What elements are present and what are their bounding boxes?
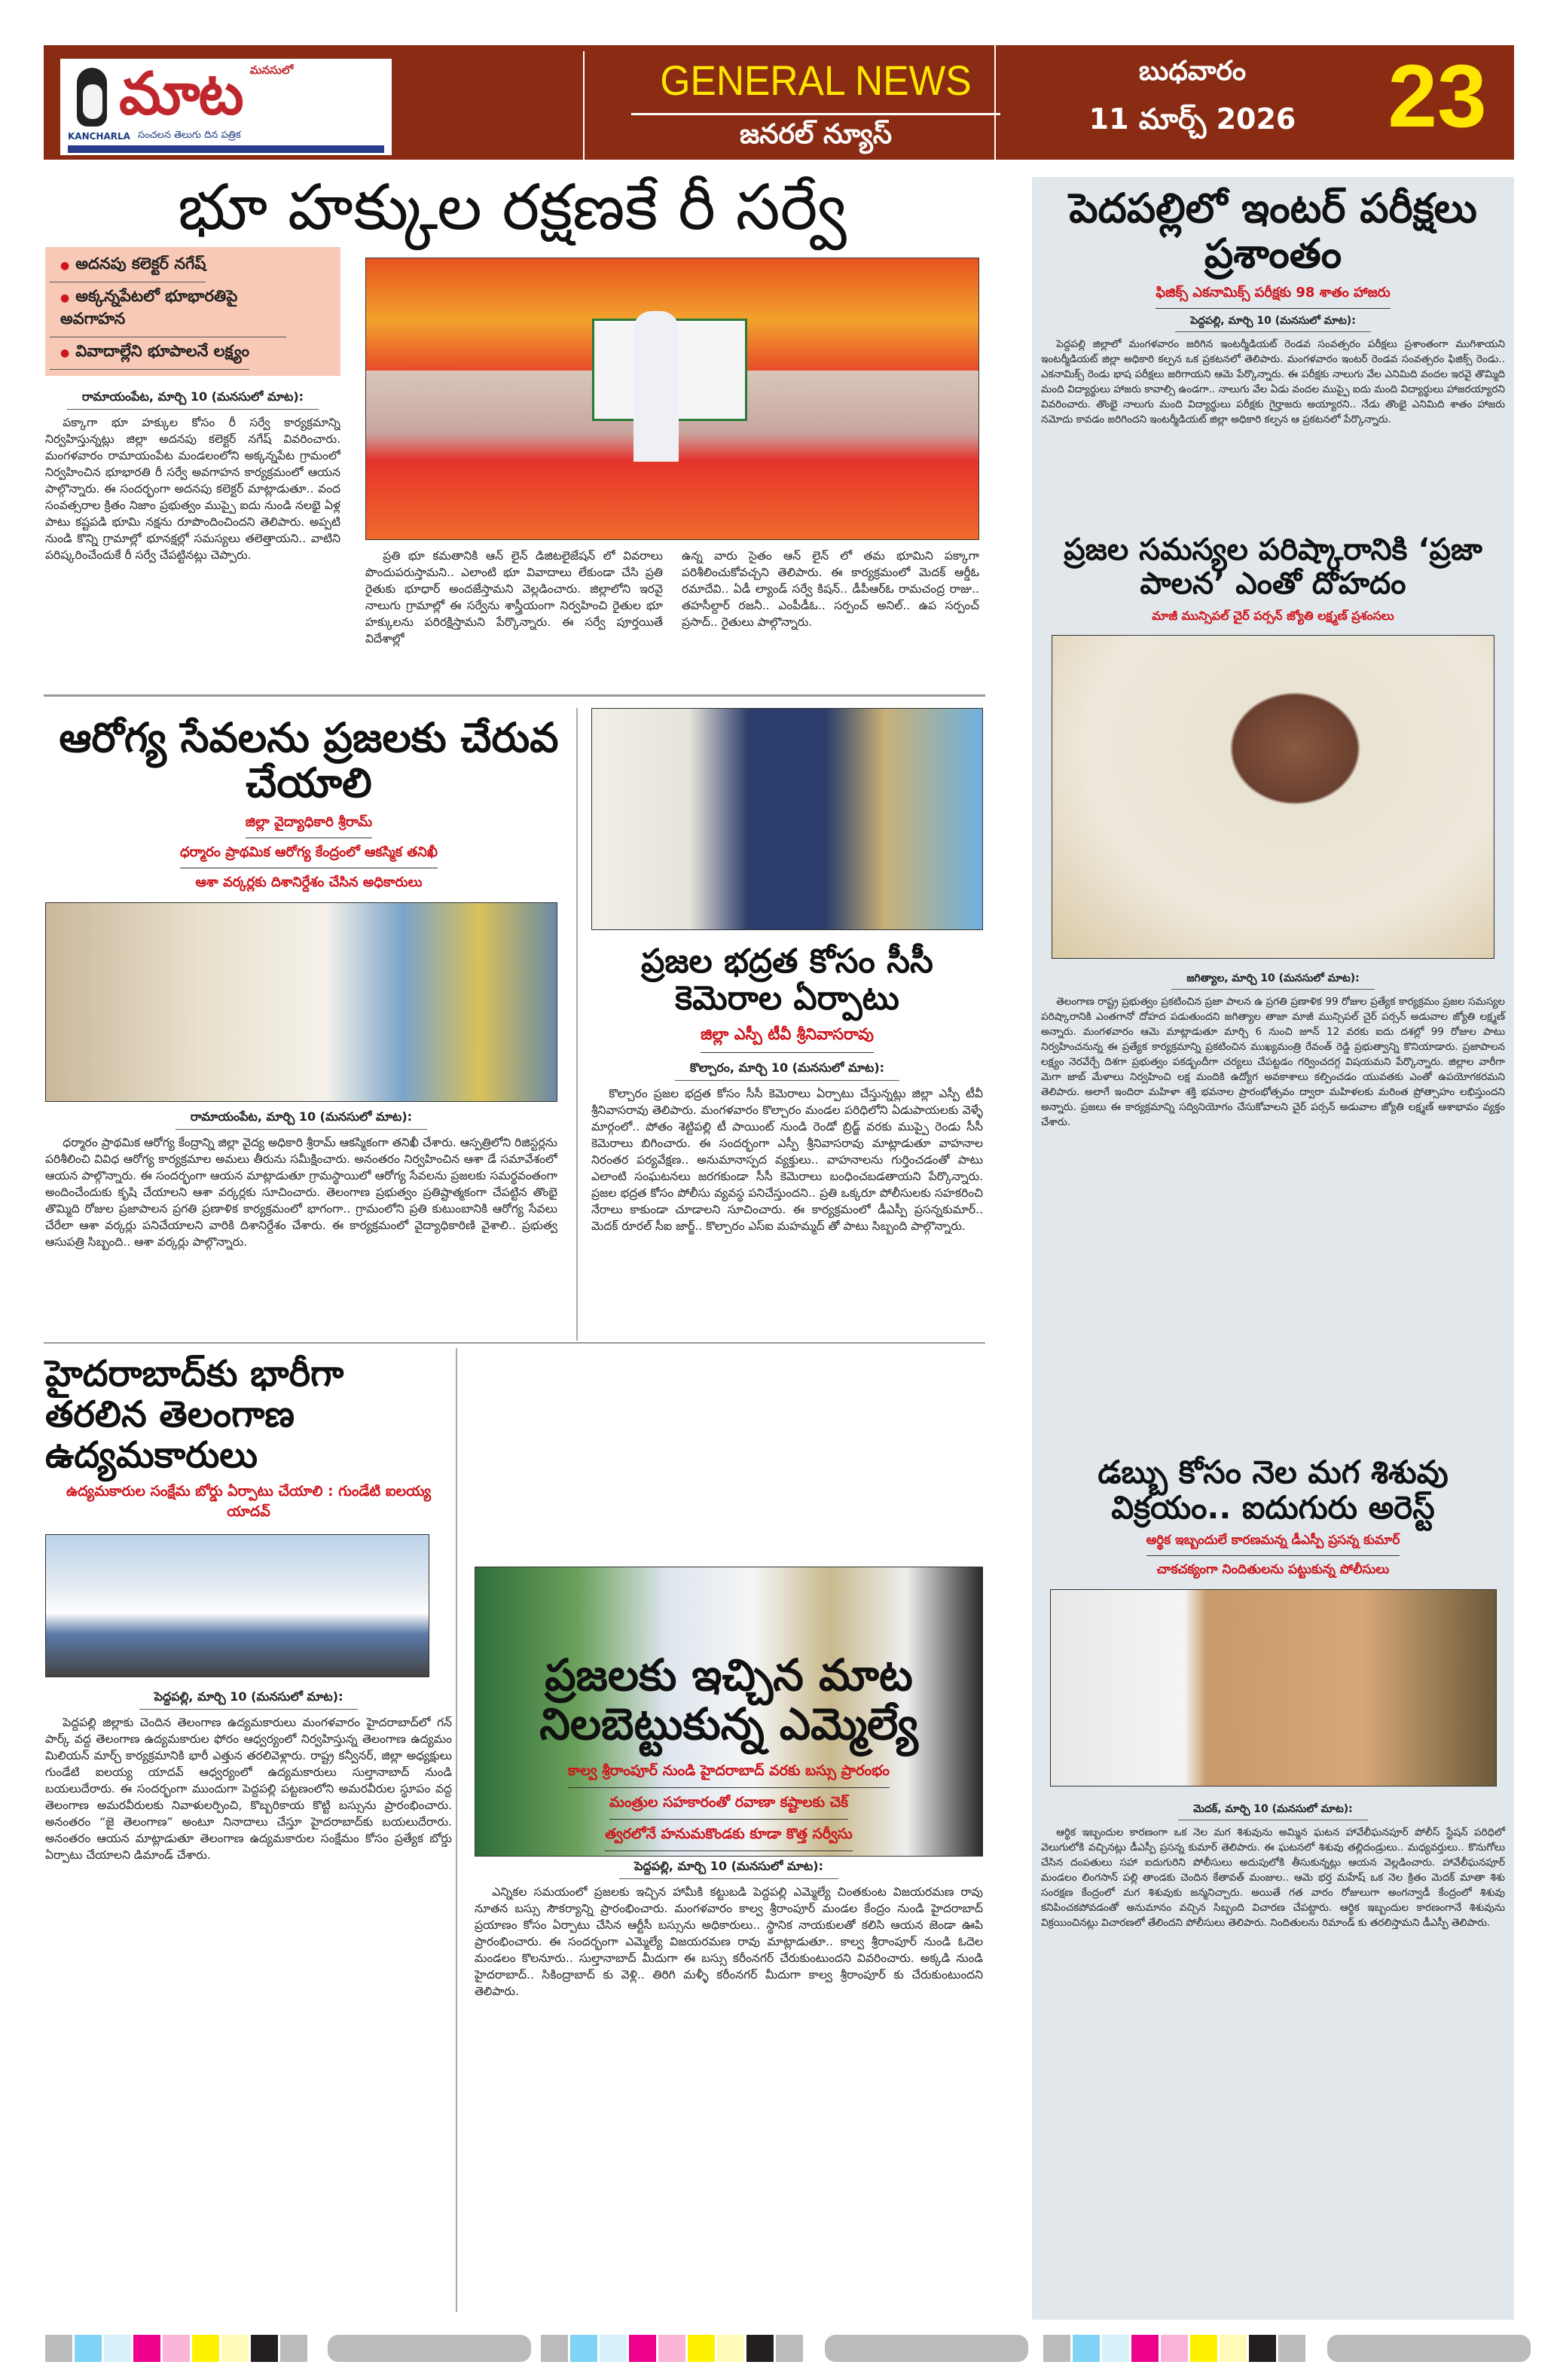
praja-palana-subhead: మాజీ మున్సిపల్ చైర్ పర్సన్ జ్యోతి లక్ష్మణ్ ప్రశంసలు	[1152, 608, 1394, 623]
speaker	[633, 311, 679, 462]
baby-sale-dateline: మెదక్, మార్చి 10 (మనసులో మాట):	[1040, 1803, 1507, 1820]
column-divider	[576, 708, 578, 1341]
lead-dateline: రామాయంపేట, మార్చి 10 (మనసులో మాట):	[45, 389, 340, 410]
section-title-en: GENERAL NEWS	[660, 56, 972, 104]
founder-portrait	[77, 68, 107, 127]
praja-palana-dateline: జగిత్యాల, మార్చి 10 (మనసులో మాట):	[1040, 972, 1507, 990]
activists-photo	[45, 1534, 429, 1677]
section-divider	[44, 694, 985, 697]
page-number: 23	[1388, 47, 1487, 146]
exams-dateline: పెద్దపల్లి, మార్చి 10 (మనసులో మాట):	[1040, 315, 1507, 332]
bullet-item: ● వివాదాల్లేని భూపాలనే లక్ష్యం	[50, 337, 249, 370]
logo-brand: KANCHARLA	[68, 131, 130, 142]
lead-right-column	[365, 247, 979, 690]
issue-date: 11 మార్చ్ 2026	[1088, 102, 1296, 136]
logo-tag-row	[68, 130, 388, 143]
bus-subheads: కాల్వ శ్రీరాంపూర్ నుండి హైదరాబాద్ వరకు బస్సు ప్రారంభం మంత్రుల సహకారంతో రవాణా కష్టాలకు చెక్ త్వరలోనే హనుమకొండకు కూడా కొత్త సర్వీసు	[475, 1762, 983, 1857]
baby-sale-body: ఆర్థిక ఇబ్బందుల కారణంగా ఒక నెల మగ శిశువును అమ్మిన ఘటన హావేలీఘనపూర్ పోలీస్ స్టేషన్ పరిధిలో వెలుగులోకి వచ్చినట్లు డీఎస్పీ ప్రసన్న కుమార్ తెలిపారు. ఈ ఘటనలో శిశువు తల్లిదండ్రులు.. మధ్యవర్తులు.. కొనుగోలు చేసిన దంపతులు సహా ఐదుగురిని పోలీసులు అదుపులోకి తీసుకున్నట్లు ఆయన వెల్లడించారు. హావేలీఘనపూర్ మండలం లింగసాన్ పల్లి తాండకు చెందిన కేతావత్ మంజుల.. ఆమె భర్త మహేష్ ఒక నెల క్రితం మెదక్ మాతా శిశు సంరక్షణ కేంద్రంలో మగ శిశువుకు జన్మనిచ్చారు. అయితే గత వారం రోజులుగా అంగన్వాడీ కేంద్రంలో శిశువు కనిపించకపోవడంతో అనుమానం వచ్చిన సిబ్బంది విచారణ చేపట్టారు. ఆర్థిక ఇబ్బందుల కారణంగానే శిశువును విక్రయించినట్లు విచారణలో తేలిందని పోలీసులు తెలిపారు. నిందితులను రిమాండ్ కు తరలిస్తామని డీఎస్పీ తెలిపారు.	[1041, 1826, 1505, 1929]
baby-sale-subheads: ఆర్థిక ఇబ్బందులే కారణమన్న డీఎస్పీ ప్రసన్న కుమార్ చాకచక్యంగా నిందితులను పట్టుకున్న పోలీసులు	[1146, 1532, 1400, 1577]
section-divider	[44, 1342, 985, 1344]
lead-left-column	[45, 247, 340, 690]
bus-body: ఎన్నికల సమయంలో ప్రజలకు ఇచ్చిన హామీకి కట్టుబడి పెద్దపల్లి ఎమ్మెల్యే చింతకుంట విజయరమణ రావు నూతన బస్సు సౌకర్యాన్ని ప్రారంభించారు. మంగళవారం కాల్వ శ్రీరాంపూర్ మండల కేంద్రం నుండి హైదరాబాద్ ప్రయాణం కోసం ఏర్పాటు చేసిన ఆర్టీసీ బస్సును అధికారులు.. స్థానిక నాయకులతో కలిసి ఆయన జెండా ఊపి ప్రారంభించారు. ఈ సందర్భంగా ఎమ్మెల్యే విజయరమణ రావు మాట్లాడుతూ.. కాల్వ శ్రీరాంపూర్ నుండి ఓదెల మండలం కొలనూరు.. సుల్తానాబాద్ మీదుగా ఈ బస్సు కరీంనగర్ చేరుకుంటుందని వివరించారు. అక్కడి నుండి హైదరాబాద్.. సికింద్రాబాద్ కు వెళ్లి.. తిరిగి మళ్ళీ కరీంనగర్ మీదుగా కాల్వ శ్రీరాంపూర్ కు చేరుకుంటుందని తెలిపారు.	[475, 1884, 983, 1998]
column-divider	[456, 1348, 457, 2312]
lead-lower-columns	[365, 548, 979, 690]
divider	[583, 51, 585, 160]
activists-dateline: పెద్దపల్లి, మార్చి 10 (మనసులో మాట):	[45, 1689, 452, 1710]
logo-title-row	[119, 59, 386, 130]
activists-body: పెద్దపల్లి జిల్లాకు చెందిన తెలంగాణ ఉద్యమకారులు మంగళవారం హైదరాబాద్‌లో గన్ పార్క్ వద్ద తెలంగాణ ఉద్యమకారుల ఫోరం ఆధ్వర్యంలో నిర్వహిస్తున్న తెలంగాణ ఉద్యమం మిలియన్ మార్చ్ కార్యక్రమానికి భారీ ఎత్తున తరలివెళ్లారు. రాష్ట్ర కన్వీనర్, జిల్లా అధ్యక్షులు గుండేటి ఐలయ్య యాదవ్ ఆధ్వర్యంలో ఉద్యమకారులు సుల్తానాబాద్ నుండి బయలుదేరారు. ఈ సందర్భంగా ముందుగా పెద్దపల్లి పట్టణంలోని అమరవీరుల స్థూపం వద్ద తెలంగాణ అమరవీరులకు నివాళులర్పించి, కొబ్బరికాయ కొట్టి బస్సును ప్రారంభించారు. అనంతరం “జై తెలంగాణ” అంటూ నినాదాలు చేస్తూ హైదరాబాద్‌కు బయలుదేరారు. అనంతరం ఆయన మాట్లాడుతూ తెలంగాణ ఉద్యమకారుల సంక్షేమం కోసం ప్రత్యేక బోర్డు ఏర్పాటు చేయాలని డిమాండ్ చేశారు.	[45, 1716, 452, 1863]
color-registration-bar	[541, 2335, 803, 2362]
cctv-story	[591, 943, 983, 1336]
praja-palana-headline: ప్రజల సమస్యల పరిష్కారానికి ‘ప్రజా పాలన’ ఎంతో దోహదం	[1064, 532, 1482, 601]
bus-headline: ప్రజలకు ఇచ్చిన మాట నిలబెట్టుకున్న ఎమ్మెల్యే	[539, 1649, 918, 1750]
color-registration-pill	[1327, 2335, 1531, 2362]
lead-headline: భూ హక్కుల రక్షణకే రీ సర్వే	[178, 170, 847, 244]
color-registration-bar	[1043, 2335, 1305, 2362]
activists-subhead: ఉద్యమకారుల సంక్షేమ బోర్డు ఏర్పాటు చేయాలి : గుండేటి ఐలయ్య యాదవ్	[66, 1483, 432, 1521]
exams-subhead: ఫిజిక్స్ ఎకనామిక్స్ పరీక్షకు 98 శాతం హాజరు	[1040, 285, 1507, 315]
lead-bullets	[45, 247, 340, 376]
health-headline: ఆరోగ్య సేవలను ప్రజలకు చేరువ చేయాలి	[59, 714, 559, 807]
cctv-photo	[591, 708, 983, 930]
lead-content	[45, 247, 979, 690]
cctv-body: కొల్చారం ప్రజల భద్రత కోసం సీసీ కెమెరాలు ఏర్పాటు చేస్తున్నట్లు జిల్లా ఎస్పీ టీవీ శ్రీనివాసరావు తెలిపారు. మంగళవారం కొల్చారం మండల పరిధిలోని ఏడుపాయలకు వెళ్ళే మార్గంలో.. పోతం శెట్టిపల్లి టీ పాయింట్ నుండి రెండో బ్రిడ్జ్ వరకు ముప్పై రెండు సీసీ కెమెరాలు బిగించారు. ఈ సందర్భంగా ఎస్పీ శ్రీనివాసరావు మాట్లాడుతూ వాహనాల నిరంతర పర్యవేక్షణ.. అనుమానాస్పద వ్యక్తులు.. వాహనాలను గుర్తించడంతో పాటు ఎలాంటి సంఘటనలు జరగకుండా సీసీ కెమెరాలు బంధించబడతాయని పేర్కొన్నారు. ప్రజల భద్రత కోసం పోలీసు వ్యవస్థ పనిచేస్తుందని.. ప్రతి ఒక్కరూ పోలీసులకు సహకరించి నేరాలు కాకుండా చూడాలని సూచించారు. ఈ కార్యక్రమంలో డీఎస్పీ ప్రసన్నకుమార్.. మెదక్ రూరల్ సీఐ జార్జ్.. కొల్చారం ఎస్ఐ మహమ్మద్ తో పాటు సిబ్బంది పాల్గొన్నారు.	[591, 1086, 983, 1233]
exams-headline: పెదపల్లిలో ఇంటర్ పరీక్షలు ప్రశాంతం	[1069, 185, 1477, 278]
lead-body-col2: ప్రతి భూ కమతానికి ఆన్ లైన్ డిజిటలైజేషన్ లో వివరాలు పొందుపరుస్తామని.. ఎలాంటి భూ వివాదాలు లేకుండా చేసి ప్రతి రైతుకు భూధార్ అందజేస్తామని వెల్లడించారు. జిల్లాలోని ఇరవై నాలుగు గ్రామాల్లో ఈ సర్వేను శాస్త్రీయంగా నిర్వహించి రైతుల భూ హక్కులను పరిరక్షిస్తామని పేర్కొన్నారు. ఈ సర్వే పూర్తయితే విదేశాల్లో	[365, 549, 663, 646]
praja-palana-body: తెలంగాణ రాష్ట్ర ప్రభుత్వం ప్రకటించిన ప్రజా పాలన ఉ ప్రగతి ప్రణాళిక 99 రోజుల ప్రత్యేక కార్యక్రమం ప్రజల సమస్యల పరిష్కారానికి ఎంతగానో దోహద పడుతుందని జగిత్యాల తాజా మాజీ మున్సిపల్ చైర్ పర్సన్ అడువాల జ్యోతి లక్ష్మణ్ అన్నారు. మంగళవారం ఆమె మాట్లాడుతూ మార్చి 6 నుంచి జూన్ 12 వరకు ఐదు దశల్లో 99 రోజుల పాటు నిర్వహించనున్న ఈ ప్రత్యేక కార్యక్రమాన్ని ప్రకటించిన ముఖ్యమంత్రి రేవంత్ రెడ్డి ప్రభుత్వాన్ని కొనియాడారు. ప్రజాపాలన లక్ష్యం నెరవేర్చే దిశగా ప్రభుత్వం పకడ్బందీగా చర్యలు చేపట్టడం గర్వించదగ్గ విషయమని పేర్కొన్నారు. జిల్లాల వారీగా మెగా జాబ్ మేళాలు నిర్వహించి లక్ష మందికి ఉద్యోగ అవకాశాలు కల్పించడం యువతకు ఎంతో ఉపయోగకరమని తెలిపారు. అలాగే ఇందిరా మహిళా శక్తి భవనాల ప్రారంభోత్సవం ద్వారా మహిళలకు మరింత ప్రోత్సాహం లభిస్తుందని అన్నారు. ప్రజలు ఈ కార్యక్రమాన్ని సద్వినియోగం చేసుకోవాలని చైర్ పర్సన్ అడువాల జ్యోతి లక్ష్మణ్ ఆశాభావం వ్యక్తం చేశారు.	[1041, 995, 1505, 1128]
logo	[60, 59, 392, 155]
bullet-item: ● అదనపు కలెక్టర్ నగేష్	[50, 250, 206, 282]
cctv-subhead: జిల్లా ఎస్పీ టీవీ శ్రీనివాసరావు	[591, 1025, 983, 1059]
baby-sale-headline: డబ్బు కోసం నెల మగ శిశువు విక్రయం.. ఐదుగురు అరెస్ట్	[1098, 1453, 1449, 1526]
color-registration-bar	[45, 2335, 307, 2362]
activists-story	[45, 1354, 452, 2307]
bus-dateline: పెద్దపల్లి, మార్చి 10 (మనసులో మాట):	[475, 1859, 983, 1879]
lead-photo	[365, 258, 979, 540]
logo-tagline: సంచలన తెలుగు దిన పత్రిక	[137, 130, 241, 141]
activists-headline: హైదరాబాద్‌కు భారీగా తరలిన తెలంగాణ ఉద్యమకారులు	[45, 1353, 344, 1476]
masthead	[44, 45, 1514, 160]
baby-sale-photo	[1050, 1589, 1497, 1787]
bus-story	[475, 1651, 983, 2306]
weekday: బుధవారం	[1138, 56, 1247, 87]
cctv-dateline: కొల్చారం, మార్చి 10 (మనసులో మాట):	[591, 1060, 983, 1081]
sidebar-column	[1032, 177, 1514, 2320]
color-registration-pill	[825, 2335, 1028, 2362]
section-title-te: జనరల్ న్యూస్	[739, 119, 893, 150]
bullet-item: ● అక్కన్నపేటలో భూభారతిపై అవగాహన	[50, 282, 286, 337]
health-subheads: జిల్లా వైద్యాధికారి శ్రీరామ్ ధర్మారం ప్రాథమిక ఆరోగ్య కేంద్రంలో ఆకస్మిక తనిఖీ ఆశా వర్కర్లకు దిశానిర్దేశం చేసిన అధికారులు	[179, 813, 438, 890]
praja-palana-photo	[1052, 635, 1494, 959]
exams-body: పెద్దపల్లి జిల్లాలో మంగళవారం జరిగిన ఇంటర్మీడియట్ రెండవ సంవత్సరం పరీక్షలు ప్రశాంతంగా ముగిశాయని ఇంటర్మీడియట్ జిల్లా అధికారి కల్పన ఒక ప్రకటనలో తెలిపారు. మంగళవారం ఇంటర్ రెండవ సంవత్సరం ఫిజిక్స్ రెండు.. ఎకనామిక్స్ రెండు భాష పరీక్షలు జరిగాయని ఆమె పేర్కొన్నారు. ఈ పరీక్షకు నాలుగు వేల ఎనిమిది వందల ఇరవై తొమ్మిది మంది విద్యార్థులు హాజరు కావాల్సి ఉండగా.. నాలుగు వేల ఏడు వందల ముప్పై ఐదు మంది విద్యార్థులు హాజరయ్యారని వివరించారు. తొంభై నాలుగు మంది విద్యార్థులు పరీక్షకు గైర్హాజరు అయ్యారని.. నేడు తొంభై ఎనిమిది శాతం హాజరు నమోదు కావడం జరిగిందని ఇంటర్మీడియట్ జిల్లా అధికారి కల్పన ఆ ప్రకటనలో పేర్కొన్నారు.	[1041, 337, 1505, 426]
color-registration-pill	[328, 2335, 531, 2362]
health-body: ధర్మారం ప్రాథమిక ఆరోగ్య కేంద్రాన్ని జిల్లా వైద్య అధికారి శ్రీరామ్ ఆకస్మికంగా తనిఖీ చేశారు. ఆస్పత్రిలోని రిజిస్టర్లను పరిశీలించి వివిధ ఆరోగ్య కార్యక్రమాల అమలు తీరును సమీక్షించారు. అనంతరం నిర్వహించిన ఆశా డే సమావేశంలో ఆయన పాల్గొన్నారు. ఈ సందర్భంగా ఆయన మాట్లాడుతూ గ్రామస్థాయిలో ఆరోగ్య సేవలను ప్రజలకు సమర్థవంతంగా అందించేందుకు కృషి చేయాలని ఆశా వర్కర్లకు సూచించారు. తెలంగాణ ప్రభుత్వం ప్రతిష్టాత్మకంగా చేపట్టిన తొంభై తొమ్మిది రోజుల ప్రజాపాలన ప్రగతి ప్రణాళిక కార్యక్రమంలో భాగంగా.. గ్రామంలోని ప్రతి కుటుంబానికి ఆరోగ్య సేవలు చేరేలా ఆశా వర్కర్లు పనిచేయాలని వారికి దిశానిర్దేశం చేశారు. ఈ కార్యక్రమంలో వైద్యాధికారిణి వైశాలి.. ప్రభుత్వ ఆసుపత్రి సిబ్బంది.. ఆశా వర్కర్లు పాల్గొన్నారు.	[45, 1135, 557, 1249]
lead-story	[45, 172, 979, 690]
health-story	[45, 716, 572, 1335]
logo-main-text: మాట	[119, 60, 243, 128]
cctv-headline: ప్రజల భద్రత కోసం సీసీ కెమెరాల ఏర్పాటు	[641, 942, 933, 1018]
lead-body-col3: ఉన్న వారు సైతం ఆన్ లైన్ లో తమ భూమిని పక్కాగా పరిశీలించుకోవచ్చని తెలిపారు. ఈ కార్యక్రమంలో మెదక్ ఆర్డీఓ రమాదేవి.. ఏడీ ల్యాండ్ సర్వే కిషన్.. డీపీఆర్ఓ రామచంద్ర రాజు.. తహసీల్దార్ రజనీ.. ఎంపీడీఓ.. సర్పంచ్ అనిల్.. ఉప సర్పంచ్ ప్రసాద్.. రైతులు పాల్గొన్నారు.	[682, 549, 979, 630]
lead-body-col1: పక్కాగా భూ హక్కుల కోసం రీ సర్వే కార్యక్రమాన్ని నిర్వహిస్తున్నట్లు జిల్లా అదనపు కలెక్టర్ నగేష్ వివరించారు. మంగళవారం రామాయంపేట మండలంలోని అక్కన్నపేట గ్రామంలో నిర్వహించిన భూభారతి రీ సర్వే అవగాహన కార్యక్రమంలో ఆయన పాల్గొన్నారు. ఈ సందర్భంగా అదనపు కలెక్టర్ మాట్లాడుతూ.. వంద సంవత్సరాల క్రితం నిజాం ప్రభుత్వం ముప్పై ఐదు నుండి నలభై ఏళ్ల పాటు కష్టపడి భూమి నక్షను రూపొందించిందని తెలిపారు. అప్పటి నుండి కొన్ని గ్రామాల్లో భూనక్షల్లో సమస్యలు తలెత్తాయని.. వాటిని పరిష్కరించేందుకే రీ సర్వే చేపట్టినట్లు చెప్పారు.	[45, 416, 340, 563]
logo-small-text: మనసులో	[249, 63, 294, 77]
section-underline	[631, 113, 1000, 115]
health-dateline: రామాయంపేట, మార్చి 10 (మనసులో మాట):	[45, 1109, 557, 1130]
health-photo	[45, 902, 557, 1102]
logo-bar	[68, 145, 384, 153]
